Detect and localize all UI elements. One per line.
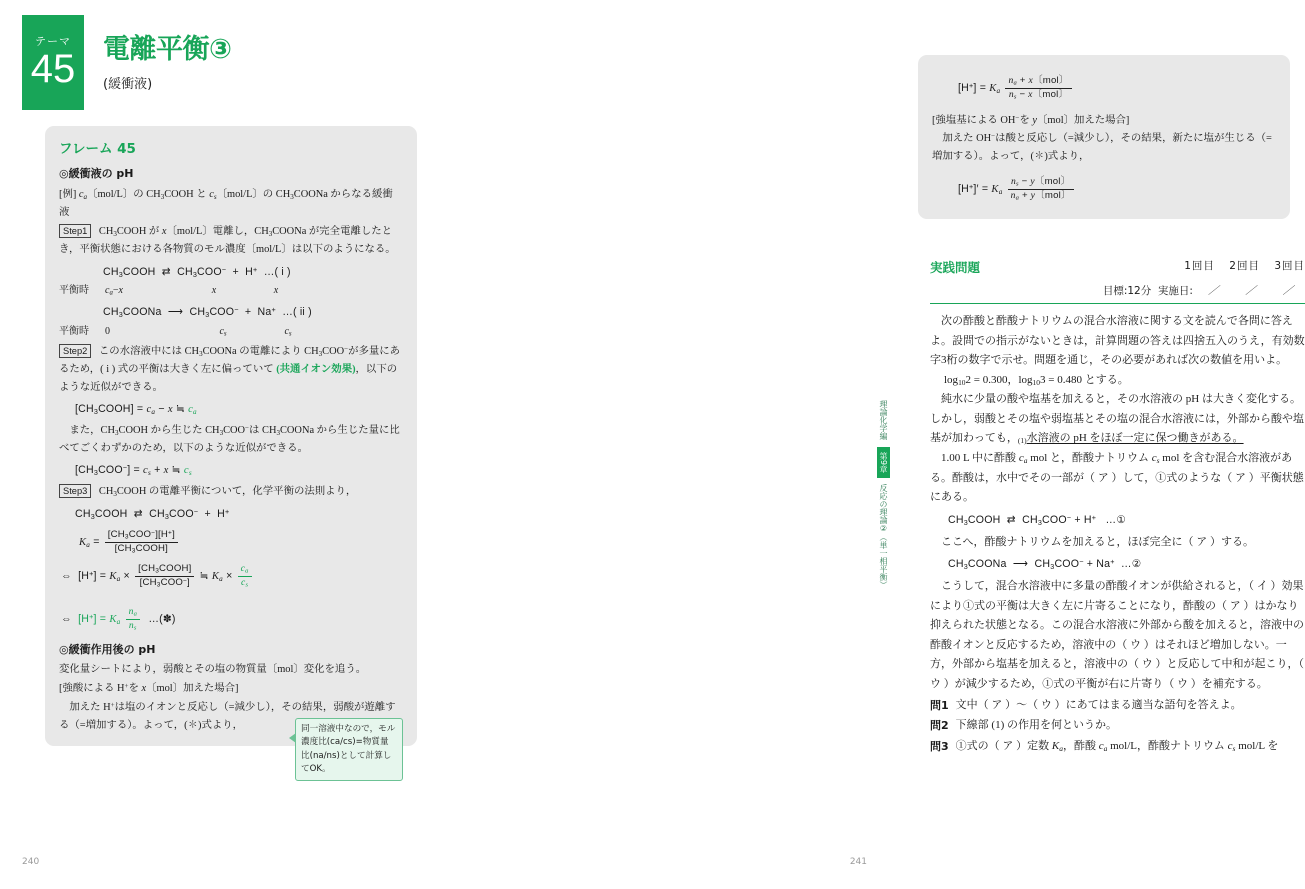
side-tab-chapter: 第9章 [877,447,890,478]
practice-body [930,312,1305,756]
equilibrium-row-i: 平衡時 $c_a-x$ x x [59,282,403,299]
practice-para-4: ここへ，酢酸ナトリウムを加えると，ほぼ完全に（ ア ）する。 [941,535,1254,548]
section2-text: 変化量シートにより，弱酸とその塩の物質量〔mol〕変化を追う。 [59,664,367,676]
question-3-label: 問3 [930,739,949,753]
date-slot-3[interactable]: ／ [1282,285,1294,297]
star-fraction: $\frac{n_a}{n_s}$ [126,606,140,633]
acid-fraction: $\frac{n_a + x〔mol〕}{n_s - x〔mol〕}$ [1005,75,1071,102]
question-2-label: 問2 [930,719,949,733]
goal-and-date-row [930,283,1305,298]
practice-para-5: こうして，混合水溶液中に多量の酢酸イオンが供給されると，（ イ ）効果により①式の平衡は大きく左に片寄ることになり，酢酸の（ ア ）はかなり抑えられた状態となる。この混合水溶液に外部から酸を加えると，溶液中の酢酸イオンと反応するため，溶液中の（ ウ ）はそれほど増加しない。一方，外部から塩基を加えると，溶液中の（ ウ ）と反応して中和が起こり，（ ウ ）が減少するため，①式の平衡が右に片寄り（ ウ ）を補充する。 [930,580,1304,690]
derivation-line-1: ⇔ $[H^+] = K_a$ × $\frac{[CH_3COOH]}{[CH_3COO^-]}$ ≒ $K_a$ × $\frac{c_a}{c_s}$ [61,563,403,590]
question-1 [930,696,1305,716]
callout-text: 同一溶液中なので，モル濃度比(ca/cs)=物質量比(na/ns)として計算してOK。 [301,724,396,774]
page-title: 電離平衡③ [103,34,232,65]
practice-divider [930,303,1305,304]
practice-title: 実践問題 [930,260,981,275]
equation-step3: $CH_3COOH$ ⇄ $CH_3COO^- + H^+$ [75,506,230,521]
theme-badge [22,15,84,110]
callout-pointer [289,733,296,743]
page-subtitle: (緩衝液) [103,76,153,92]
underline-marker: (1) [1017,436,1027,446]
frame-title: フレーム 45 [59,141,136,157]
step2-tag: Step2 [59,344,91,358]
approximation-2: $[CH_3COO^-] = c_s + x$ ≒ $c_s$ [75,462,192,477]
equation-i: $CH_3COOH$ ⇄ $CH_3COO^- + H^+$ …( i ) [103,264,291,279]
star-equation: ⇔ $[H^+] = K_a$ $\frac{n_a}{n_s}$ …(✽) [61,606,176,632]
practice-header [930,258,1305,304]
equation-acid-added: $[H^+] = K_a$ $\frac{n_a + x〔mol〕}{n_s - x〔mol〕}$ [958,75,1276,102]
section-heading-ph: ◎緩衝液の pH [59,167,134,181]
derivation-fraction-c: $\frac{c_a}{c_s}$ [238,563,252,590]
attempt-tracker [1174,258,1305,273]
step3-block: Step3 $CH_3COOH$ の電離平衡について，化学平衡の法則より， [59,483,403,501]
star-tag: …(✽) [148,613,176,626]
equation-ii: $CH_3COONa$ ⟶ $CH_3COO^- + Na^+$ …( ii ) [103,305,312,320]
callout-note [295,718,403,781]
ka-expression: $K_a$ = $\frac{[CH_3COO^-][H^+]}{[CH_3COOH]}$ [79,529,403,556]
date-slot-2[interactable]: ／ [1245,285,1256,297]
attempt-3: 3回目 [1274,260,1305,272]
page-number-left: 240 [22,857,40,867]
side-tab-subject: 理論化学編 [879,400,888,440]
step1-tag: Step1 [59,224,91,238]
question-2-text: 下線部 (1) の作用を何というか。 [955,719,1117,732]
para2-text-a: 純水に少量の酸や塩基を加えると，その水溶液の pH は大きく変化する。しかし，弱酸とその塩や弱塩基とその塩の混合水溶液には，外部から酸や塩基が加わっても， [930,393,1304,445]
question-2 [930,716,1305,736]
equilibrium-label-i: 平衡時 [59,284,89,296]
practice-para-3: 1.00 L 中に酢酸 $c_a$ mol と，酢酸ナトリウム $c_s$ mol を含む混合水溶液がある。酢酸は，水中でその一部が（ ア ）して，①式のような（ ア ）平衡状態にある。 [930,452,1304,504]
attempt-1: 1回目 [1184,260,1215,272]
question-3 [930,737,1305,757]
step3-tag: Step3 [59,484,91,498]
page-left [0,0,445,889]
question-3-text: ①式の（ ア ）定数 $K_a$，酢酸 $c_a$ mol/L，酢酸ナトリウム $c_s$ mol/L を [955,739,1279,753]
frame-box-left [45,126,417,774]
para2-underlined: 水溶液の pH をほぼ一定に保つ働きがある。 [1026,432,1244,445]
practice-para-2 [930,390,1305,449]
case-acid-text: 加えた H+は塩のイオンと反応し（=減少し），その結果，弱酸が遊離する（=増加する）。よって，(✽)式より， [59,701,396,732]
practice-equation-2: $CH_3COONa$ ⟶ $CH_3COO^- + Na^+$ …② [948,557,1142,571]
step2-text-c: また，$CH_3COOH$ から生じた $CH_3COO^-$は $CH_3COONa$ から生じた量に比べてごくわずかのため，以下のような近似ができる。 [59,423,400,454]
common-ion-effect-highlight: (共通イオン効果) [276,363,356,375]
equation-base-added: $[H^+]' = K_a$ $\frac{n_s - y〔mol〕}{n_a + y〔mol〕}$ [958,176,1276,203]
equilibrium-row-ii: 平衡時 0 $c_s$ $c_s$ [59,323,403,340]
case-base-head: [強塩基による OH−を y〔mol〕加えた場合] [932,113,1130,126]
attempt-2: 2回目 [1229,260,1260,272]
ka-fraction: $\frac{[CH_3COO^-][H^+]}{[CH_3COOH]}$ [105,529,178,556]
approximation-1: $[CH_3COOH] = c_a - x$ ≒ $c_a$ [75,402,197,416]
question-1-text: 文中（ ア ）～（ ウ ）にあてはまる適当な語句を答えよ。 [955,698,1242,711]
equilibrium-label-ii: 平衡時 [59,325,89,337]
date-label: 実施日: [1157,285,1193,297]
step2-block: Step2 この水溶液中には $CH_3COONa$ の電離により $CH_3COO^-$が多量にあるため，( i ) 式の平衡は大きく左に偏っていて (共通イオン効果)，以下のような近似ができる。 [59,344,401,393]
theme-badge-number: 45 [30,47,76,91]
theme-badge-label: テーマ [35,35,71,48]
theme-title-group [103,15,231,92]
date-slot-1[interactable]: ／ [1208,285,1219,297]
base-fraction: $\frac{n_s - y〔mol〕}{n_a + y〔mol〕}$ [1008,176,1074,203]
practice-intro: 次の酢酸と酢酸ナトリウムの混合水溶液に関する文を読んで各問に答えよ。設問での指示がないときは，計算問題の答えは四捨五入のうえ，有効数字3桁の数字で示せ。問題を通じ，その必要があれば次の数値を用いよ。 [930,315,1305,367]
step1-block: Step1 $CH_3COOH$ が x〔mol/L〕電離し，$CH_3COONa$ が完全電離したとき，平衡状態における各物質のモル濃度〔mol/L〕は以下のようになる。 [59,225,396,255]
goal-label: 目標:12分 [1102,285,1152,297]
log-values: $\log_{10}2 = 0.300$，$\log_{10}3 = 0.480$ とする。 [944,373,1129,387]
page-number-right: 241 [849,857,867,867]
side-tab [869,400,887,589]
theme-header [22,15,231,110]
frame-box-right [918,55,1290,219]
side-tab-section: 反応の理論②（単一相平衡） [879,484,888,590]
practice-equation-1: $CH_3COOH$ ⇄ $CH_3COO^- + H^+$ …① [948,512,1127,527]
question-1-label: 問1 [930,698,949,712]
case-base-text: 加えた OH−は酸と反応し（=減少し），その結果，新たに塩が生じる（=増加する）。よって，(✽)式より， [932,132,1272,163]
case-acid-head: [強酸による H+を x〔mol〕加えた場合] [59,682,239,695]
page-right [445,0,1305,889]
derivation-fraction: $\frac{[CH_3COOH]}{[CH_3COO^-]}$ [135,563,194,590]
example-line: [例] $c_a$〔mol/L〕の $CH_3COOH$ と $c_s$〔mol/L〕の $CH_3COONa$ からなる緩衝液 [59,189,393,219]
section-heading-after-buffer: ◎緩衝作用後の pH [59,642,156,656]
